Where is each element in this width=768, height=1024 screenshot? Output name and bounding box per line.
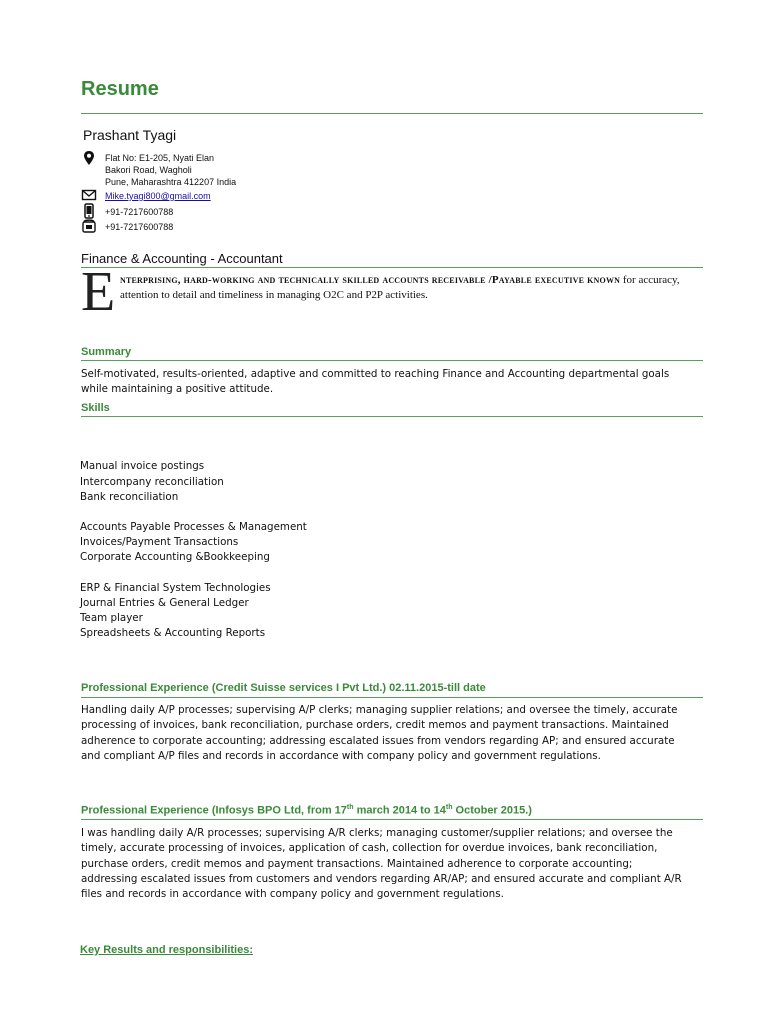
experience-text-credit-suisse: Handling daily A/P processes; supervising A/P clerks; managing supplier relations; and oversee the timely, accurate processing of invoices, bank reconciliation, purchase orders, credit memos and payment transactions. Maintained adherence to corporate accounting; addressing escalated issues from vendors regarding AP; and ensured accurate and compliant A/P files and records in accordance with company policy and government regulations. xyxy=(81,704,678,762)
home-phone-number: +91-7217600788 xyxy=(105,222,174,232)
skill-item: Spreadsheets & Accounting Reports xyxy=(80,627,266,639)
address-line-2: Bakori Road, Wagholi xyxy=(105,165,192,175)
experience-text-infosys: I was handling daily A/R processes; supervising A/R clerks; managing customer/supplier relations; and oversee the timely, accurate processing of invoices, application of cash, collection for overdue invoices, bank reconciliation, purchase orders, credit memos and payment transactions. Maintained adherence to corporate accounting; addressing escalated issues from customers and vendors regarding AR/AP; and ensured accurate and compliant A/R files and records in accordance with company policy and government regulations. xyxy=(81,827,682,901)
experience-divider xyxy=(81,697,703,698)
address-line-3: Pune, Maharashtra 412207 India xyxy=(105,177,237,187)
experience-heading-part: October 2015.) xyxy=(452,804,532,817)
headline-divider xyxy=(81,267,703,268)
skill-item: Journal Entries & General Ledger xyxy=(80,597,249,609)
key-results-heading: Key Results and responsibilities: xyxy=(80,944,253,956)
skill-item: Invoices/Payment Transactions xyxy=(80,536,239,548)
intro-rest: for accuracy, attention to detail and timeliness in managing O2C and P2P activities. xyxy=(120,274,680,301)
skill-item: ERP & Financial System Technologies xyxy=(80,582,271,594)
document-title: Resume xyxy=(81,78,159,100)
location-pin-icon xyxy=(81,150,97,166)
experience-heading-part: march 2014 to 14 xyxy=(353,804,446,817)
skill-item: Bank reconciliation xyxy=(80,491,179,503)
experience-heading-credit-suisse: Professional Experience (Credit Suisse services I Pvt Ltd.) 02.11.2015-till date xyxy=(81,682,486,694)
experience-heading-infosys xyxy=(81,804,532,817)
summary-divider xyxy=(81,360,703,361)
skill-item: Accounts Payable Processes & Management xyxy=(80,521,307,533)
phone-icon xyxy=(81,218,97,234)
intro-dropcap: E xyxy=(81,261,116,323)
candidate-name: Prashant Tyagi xyxy=(83,127,177,143)
intro-paragraph xyxy=(120,273,710,303)
address-line-1: Flat No: E1-205, Nyati Elan xyxy=(105,153,215,163)
skills-divider xyxy=(81,416,703,417)
skill-item: Manual invoice postings xyxy=(80,460,205,472)
skill-item: Intercompany reconciliation xyxy=(80,476,224,488)
mobile-number: +91-7217600788 xyxy=(105,207,174,217)
skills-heading: Skills xyxy=(81,402,110,414)
envelope-icon xyxy=(81,187,97,203)
mobile-phone-icon xyxy=(81,203,97,219)
summary-heading: Summary xyxy=(81,346,132,358)
ordinal-suffix: th xyxy=(445,804,453,811)
skill-item: Corporate Accounting &Bookkeeping xyxy=(80,551,270,563)
experience-divider xyxy=(81,819,703,820)
skill-item: Team player xyxy=(80,612,143,624)
title-divider xyxy=(81,113,703,114)
experience-heading-part: Professional Experience (Infosys BPO Ltd, from 17 xyxy=(81,804,347,817)
intro-smallcaps: nterprising, hard-working and technically skilled accounts receivable /Payable executive known xyxy=(120,274,621,286)
email-link[interactable]: Mike.tyagi800@gmail.com xyxy=(105,191,211,201)
summary-text: Self-motivated, results-oriented, adaptive and committed to reaching Finance and Accounting departmental goals while maintaining a positive attitude. xyxy=(81,368,670,396)
role-headline: Finance & Accounting - Accountant xyxy=(81,251,283,266)
ordinal-suffix: th xyxy=(346,804,354,811)
